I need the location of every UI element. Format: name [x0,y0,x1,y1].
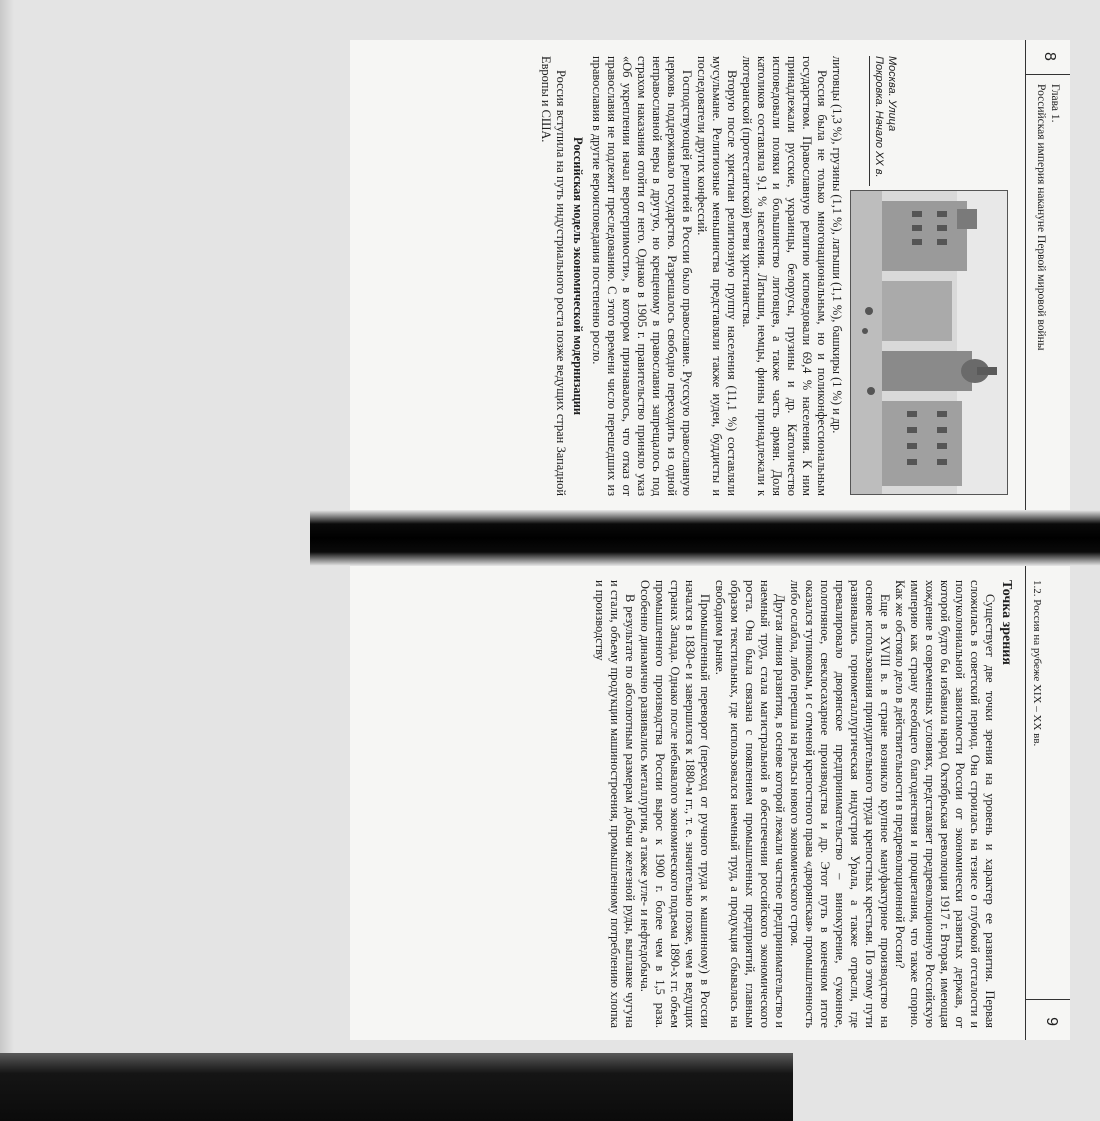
book-spread [350,40,1070,1040]
paragraph: Промышленный переворот (переход от ручного труда к машинному) в России начался в 1830-е и завершился к 1880-м гг., т. е. значительно позже, чем в ведущих странах Запада. Однако после небывалого экономического подъема 1890-х гг. объем промышленного производства России вырос к 1900 г. более чем в 1,5 раза. Особенно динамично развивались металлургия, а также угле- и нефтедобыча. [638,580,712,1028]
paragraph: Россия была не только многонациональным, но и поликонфессиональным государством. Православную религию исповедовали 69,4 % населения. К ним принадлежали русские, украинцы, белорусы, грузины и др. Католичество исповедовали поляки и большинство литовцев, а также часть армян. Доля католиков составляла 9,1 % населения. Латыши, немцы, финны принадлежали к лютеранской (протестантской) ветви христианства. [740,56,829,496]
header-divider [1026,74,1070,75]
book-gutter [310,510,1100,566]
photo-caption-line: Покровка. Начало XX в. [873,56,885,178]
running-head-right [1025,566,1070,1040]
left-page [350,40,1070,510]
paragraph: Господствующей религией в России было православие. Русскую православную церковь поддерживало государство. Разрешалось свободно переходить из одной неправославной веры в другую, но крещеному в православии запрещалось под страхом наказания отойти от него. Однако в 1905 г. правительство приняло указ «Об укреплении начал веротерпимости», в котором признавалось, что отказ от православия не подлежит преследованию. С этого времени число перешедших из православия в другие вероисповедания постепенно росло. [590,56,694,496]
paragraph: литовцы (1,3 %), грузины (1,1 %), латыши (1,1 %), башкиры (1 %) и др. [830,56,844,434]
scanner-shadow [0,1053,793,1121]
running-head-left [1025,40,1070,510]
paragraph: Еще в XVIII в. в стране возникло крупное мануфактурное производство на основе использования принудительного труда крепостных крестьян. По этому пути развивались горнометаллургическая индустрия Урала, а также отрасли, где превалировало дворянское предпринимательство – винокурение, суконное, полотняное, свеклосахарное производства и др. Этот путь в конечном итоге оказался тупиковым, и с отменой крепостного права «дворянская» промышленность либо ослабла, либо перешла на рельсы нового экономического строя. [788,580,892,1028]
chapter-heading [1034,84,1062,351]
right-body-text [592,580,1018,1028]
section-heading: Российская модель экономической модернизации [571,136,585,416]
paragraph: Существует две точки зрения на уровень и характер ее развития. Первая сложилась в советский период. Она строилась на тезисе о глубокой отсталости и полуколониальной зависимости России от экономически развитых держав, от которой будто бы избавила народ Октябрьская революция 1917 г. Вторая, имеющая хождение в современных условиях, представляет предреволюционную Российскую империю как страну всеобщего благоденствия и процветания, что также спорно. Как же обстояло дело в действительности в предреволюционной России? [893,580,997,1028]
header-divider [1026,999,1070,1000]
running-head-text: 1.2. Россия на рубеже XIX – XX вв. [1031,580,1043,747]
paragraph: В результате по абсолютным размерам добычи железной руды, выплавке чугуна и стали, объему продукции машиностроения, промышленному потреблению хлопка и производству [593,580,637,1028]
photo-caption [872,56,898,178]
street-photo-image [851,191,1007,494]
left-body-text [538,56,844,496]
page-number-left: 8 [1041,52,1058,61]
paragraph: Другая линия развития, в основе которой лежали частное предпринимательство и наемный труд, стала магистральной в обеспечении российского экономического роста. Она была связана с появлением промышленных предприятий, главным образом текстильных, где использовался наемный труд, а продукция сбывалась на свободном рынке. [713,580,787,1028]
chapter-title: Российская империя накануне Первой мировой войны [1035,84,1047,351]
page-number-right: 9 [1043,1017,1060,1026]
street-photo [850,190,1008,495]
chapter-label: Глава 1. [1049,84,1061,123]
photo-caption-line: Москва. Улица [886,56,898,132]
paragraph: Россия вступила на путь индустриального роста позже ведущих стран Западной Европы и США. [539,56,568,496]
right-page [350,566,1070,1040]
caption-rule [869,56,870,186]
paragraph: Вторую после христиан религиозную группу населения (11,1 %) составляли мусульмане. Религиозные меньшинства представляли также иудеи, буддисты и последователи других конфессий. [695,56,739,496]
section-title: Точка зрения [999,580,1014,665]
scan-left-edge [0,0,14,1121]
